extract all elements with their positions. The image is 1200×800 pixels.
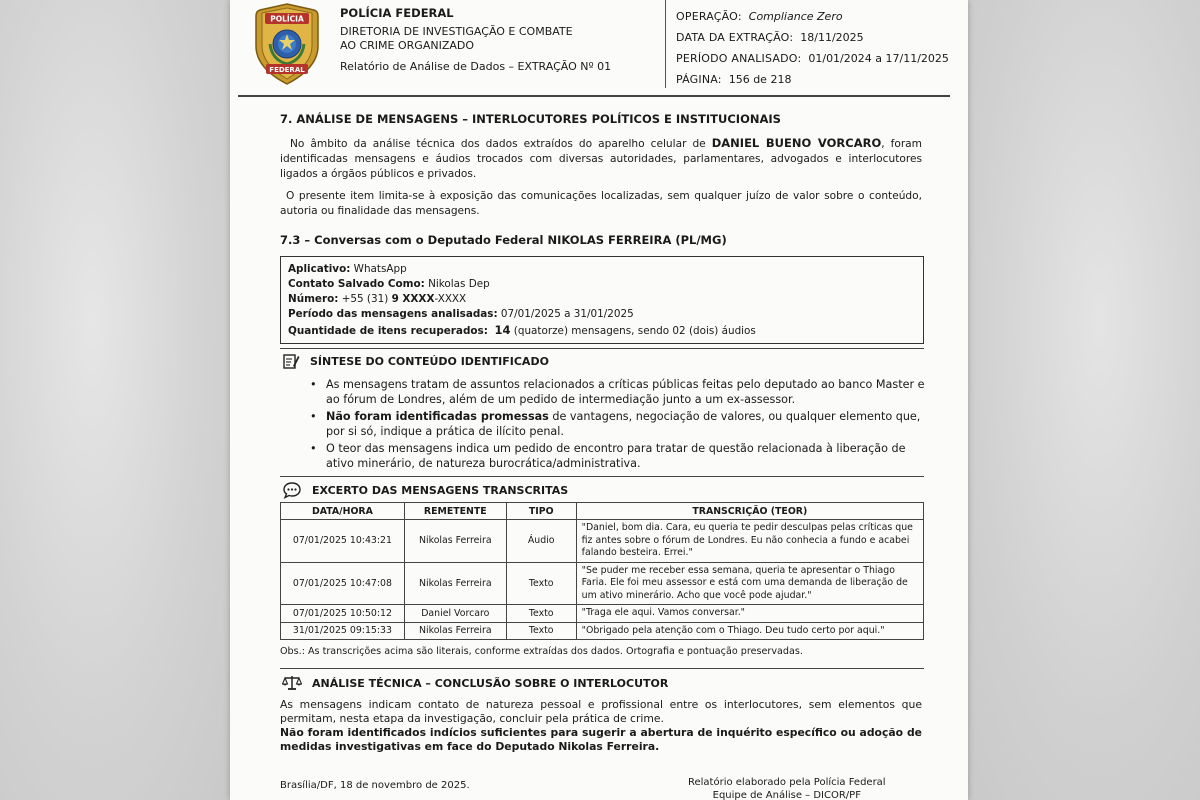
cell-type: Áudio bbox=[506, 520, 576, 563]
cell-transcription: "Traga ele aqui. Vamos conversar." bbox=[576, 605, 923, 623]
document-header bbox=[230, 0, 968, 90]
cell-date: 07/01/2025 10:43:21 bbox=[281, 520, 405, 563]
conversation-info-box bbox=[280, 256, 924, 344]
quantity-row: Quantidade de itens recuperados: 14 (quatorze) mensagens, sendo 02 (dois) áudios bbox=[288, 323, 756, 337]
document-page bbox=[230, 0, 968, 800]
cell-sender: Nikolas Ferreira bbox=[404, 520, 506, 563]
synthesis-bullets bbox=[308, 377, 928, 473]
synthesis-heading: SÍNTESE DO CONTEÚDO IDENTIFICADO bbox=[282, 352, 549, 370]
analysis-paragraph: As mensagens indicam contato de natureza pessoal e profissional entre os interlocutores, sem elementos que permitam, nesta etapa da investigação, concluir pela prática de crime. Não foram identificados indícios suficientes para sugerir a abertura de inquérito específico ou adoção de medidas investigativas em face do Deputado Nikolas Ferreira. bbox=[280, 698, 922, 753]
table-header-row bbox=[281, 503, 924, 520]
svg-text:POLÍCIA: POLÍCIA bbox=[270, 14, 304, 24]
scales-icon bbox=[282, 675, 302, 691]
divider-line bbox=[280, 668, 924, 669]
divider-line bbox=[238, 95, 950, 97]
chat-bubble-icon bbox=[282, 481, 302, 499]
division-line-1: DIRETORIA DE INVESTIGAÇÃO E COMBATE bbox=[340, 25, 573, 38]
column-header-text: TRANSCRIÇÃO (TEOR) bbox=[576, 503, 923, 520]
column-header-sender: REMETENTE bbox=[404, 503, 506, 520]
report-signature: Relatório elaborado pela Polícia Federal Equipe de Análise – DICOR/PF bbox=[688, 777, 886, 800]
cell-transcription: "Obrigado pela atenção com o Thiago. Deu tudo certo por aqui." bbox=[576, 622, 923, 640]
cell-type: Texto bbox=[506, 605, 576, 623]
org-name: POLÍCIA FEDERAL bbox=[340, 6, 454, 20]
table-row bbox=[281, 622, 924, 640]
header-divider bbox=[665, 0, 666, 88]
cell-sender: Daniel Vorcaro bbox=[404, 605, 506, 623]
cell-type: Texto bbox=[506, 622, 576, 640]
cell-transcription: "Daniel, bom dia. Cara, eu queria te pedir desculpas pelas críticas que fiz antes sobre o fórum de Londres. Eu não conhecia a fundo e acabei falando besteira. Errei." bbox=[576, 520, 923, 563]
cell-sender: Nikolas Ferreira bbox=[404, 622, 506, 640]
table-row bbox=[281, 605, 924, 623]
messages-table bbox=[280, 502, 924, 640]
cell-sender: Nikolas Ferreira bbox=[404, 562, 506, 605]
cell-date: 31/01/2025 09:15:33 bbox=[281, 622, 405, 640]
table-row bbox=[281, 562, 924, 605]
list-item: • Não foram identificadas promessas de vantagens, negociação de valores, ou qualquer elemento que, por si só, indique a prática de ilícito penal. bbox=[308, 409, 928, 439]
notepad-pencil-icon bbox=[282, 352, 300, 370]
analysis-heading: ANÁLISE TÉCNICA – CONCLUSÃO SOBRE O INTERLOCUTOR bbox=[282, 675, 668, 691]
list-item: • As mensagens tratam de assuntos relacionados a críticas públicas feitas pelo deputado ao banco Master e ao fórum de Londres, além de um pedido de intermediação junto a um ex-assessor. bbox=[308, 377, 928, 407]
cell-date: 07/01/2025 10:50:12 bbox=[281, 605, 405, 623]
app-row: Aplicativo: WhatsApp bbox=[288, 263, 407, 275]
cell-date: 07/01/2025 10:47:08 bbox=[281, 562, 405, 605]
transcription-note: Obs.: As transcrições acima são literais, conforme extraídas dos dados. Ortografia e pontuação preservadas. bbox=[280, 646, 803, 657]
place-date: Brasília/DF, 18 de novembro de 2025. bbox=[280, 780, 470, 791]
section-7-paragraph-2: O presente item limita-se à exposição das comunicações localizadas, sem qualquer juízo de valor sobre o conteúdo, autoria ou finalidade das mensagens. bbox=[280, 190, 922, 217]
police-badge-icon bbox=[252, 2, 322, 86]
section-7-title: 7. ANÁLISE DE MENSAGENS – INTERLOCUTORES POLÍTICOS E INSTITUCIONAIS bbox=[280, 112, 781, 126]
metadata-block bbox=[676, 6, 949, 90]
contact-row: Contato Salvado Como: Nikolas Dep bbox=[288, 278, 490, 290]
cell-type: Texto bbox=[506, 562, 576, 605]
column-header-date: DATA/HORA bbox=[281, 503, 405, 520]
organization-block bbox=[340, 6, 611, 74]
report-title: Relatório de Análise de Dados – EXTRAÇÃO Nº 01 bbox=[340, 60, 612, 73]
excerpt-heading: EXCERTO DAS MENSAGENS TRANSCRITAS bbox=[282, 481, 568, 499]
division-line-2: AO CRIME ORGANIZADO bbox=[340, 39, 475, 52]
column-header-type: TIPO bbox=[506, 503, 576, 520]
section-7-3-title: 7.3 – Conversas com o Deputado Federal NIKOLAS FERREIRA (PL/MG) bbox=[280, 233, 727, 247]
cell-transcription: "Se puder me receber essa semana, queria te apresentar o Thiago Faria. Ele foi meu assessor e está com uma demanda de liberação de um ativo minerário. Acho que você pode ajudar." bbox=[576, 562, 923, 605]
number-row: Número: +55 (31) 9 XXXX-XXXX bbox=[288, 293, 467, 305]
operation-row: OPERAÇÃO: Compliance Zero bbox=[676, 10, 843, 23]
divider-line bbox=[280, 476, 924, 477]
period-row: Período das mensagens analisadas: 07/01/2025 a 31/01/2025 bbox=[288, 308, 634, 320]
page-row: PÁGINA: 156 de 218 bbox=[676, 73, 792, 86]
extraction-row: DATA DA EXTRAÇÃO: 18/11/2025 bbox=[676, 31, 864, 44]
section-7-paragraph-1: No âmbito da análise técnica dos dados extraídos do aparelho celular de DANIEL BUENO VORCARO, foram identificadas mensagens e áudios trocados com diversas autoridades, parlamentares, advogados e interlocutores ligados a órgãos públicos e privados. bbox=[280, 136, 922, 180]
divider-line bbox=[280, 348, 924, 349]
table-row bbox=[281, 520, 924, 563]
svg-text:FEDERAL: FEDERAL bbox=[269, 65, 305, 74]
list-item: • O teor das mensagens indica um pedido de encontro para tratar de questão relacionada à liberação de ativo minerário, de natureza burocrática/administrativa. bbox=[308, 441, 928, 471]
period-row: PERÍODO ANALISADO: 01/01/2024 a 17/11/2025 bbox=[676, 52, 949, 65]
